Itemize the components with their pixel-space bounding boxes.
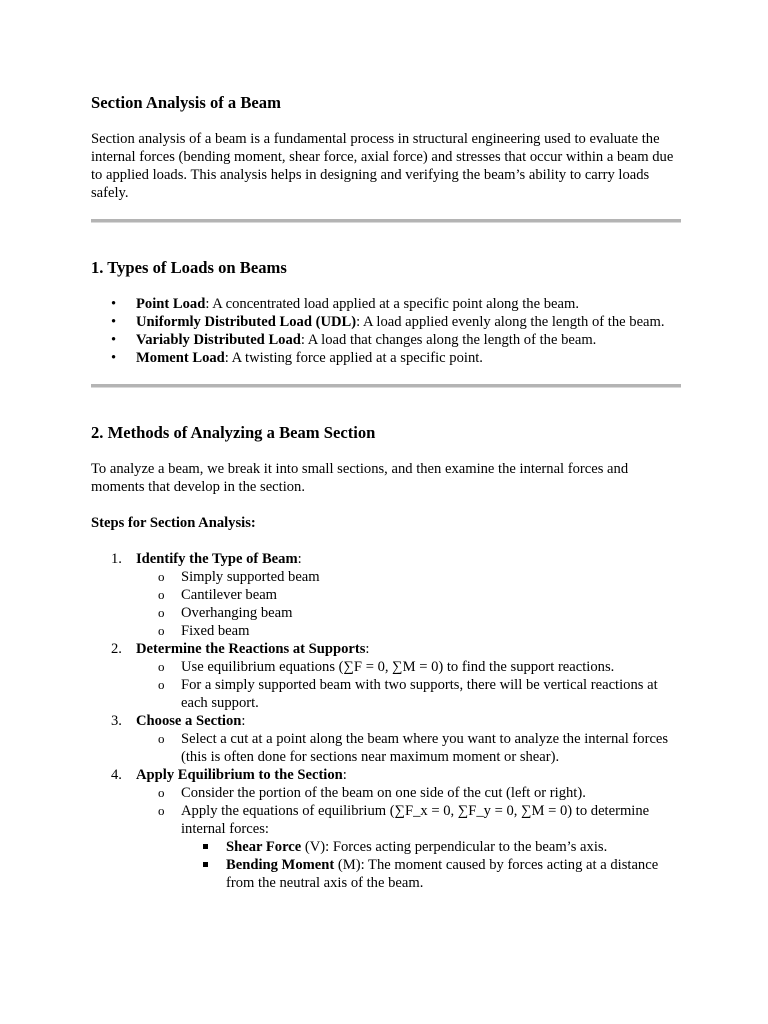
- sub-item-text: Use equilibrium equations (∑F = 0, ∑M = 0) to find the support reactions.: [181, 659, 615, 675]
- subsub-item-term: Shear Force: [226, 839, 302, 855]
- load-types-list: [91, 295, 681, 367]
- subsub-item-term: Bending Moment: [226, 857, 335, 873]
- sub-item-text: Apply the equations of equilibrium (∑F_x = 0, ∑F_y = 0, ∑M = 0) to determine internal forces:: [181, 803, 650, 837]
- step-number: 3.: [111, 713, 122, 729]
- circle-bullet-icon: o: [158, 731, 165, 746]
- subsub-item-desc: (M): The moment caused by forces acting at a distance from the neutral axis of the beam.: [226, 857, 659, 891]
- step-term: Identify the Type of Beam: [136, 551, 298, 567]
- circle-bullet-icon: o: [158, 785, 165, 800]
- step-term: Determine the Reactions at Supports: [136, 641, 366, 657]
- intro-paragraph: Section analysis of a beam is a fundamental process in structural engineering used to evaluate the internal forces (bending moment, shear force, axial force) and stresses that occur within a beam due to applied loads. This analysis helps in designing and verifying the beam’s ability to carry loads safely.: [91, 131, 674, 201]
- circle-bullet-icon: o: [158, 677, 165, 692]
- sub-item-text: Overhanging beam: [181, 605, 293, 621]
- circle-bullet-icon: o: [158, 623, 165, 638]
- sub-item-text: Cantilever beam: [181, 587, 278, 603]
- list-item: [91, 349, 681, 367]
- sub-item: [136, 622, 681, 640]
- step-sublist: [136, 658, 681, 712]
- step-term: Apply Equilibrium to the Section: [136, 767, 343, 783]
- list-item-term: Uniformly Distributed Load (UDL): [136, 314, 357, 330]
- list-item: [91, 295, 681, 313]
- horizontal-rule: [91, 384, 681, 388]
- step-sublist: [136, 784, 681, 892]
- sub-item: [136, 730, 681, 766]
- list-item: [91, 331, 681, 349]
- step-suffix: :: [365, 641, 370, 657]
- list-item-term: Moment Load: [136, 350, 225, 366]
- step-sublist: [136, 568, 681, 640]
- circle-bullet-icon: o: [158, 587, 165, 602]
- step-number: 1.: [111, 551, 122, 567]
- step-item: [91, 550, 681, 640]
- list-item-term: Variably Distributed Load: [136, 332, 301, 348]
- step-number: 4.: [111, 767, 122, 783]
- sub-item: [136, 658, 681, 676]
- sub-item: [136, 568, 681, 586]
- sub-item: [136, 802, 681, 892]
- circle-bullet-icon: o: [158, 605, 165, 620]
- steps-heading: [91, 514, 681, 532]
- step-suffix: :: [342, 767, 347, 783]
- sub-item-text: Consider the portion of the beam on one side of the cut (left or right).: [181, 785, 586, 801]
- list-item-desc: : A concentrated load applied at a specific point along the beam.: [205, 296, 579, 312]
- sub-item-text: Select a cut at a point along the beam where you want to analyze the internal forces (this is often done for sections near maximum moment or shear).: [181, 731, 669, 765]
- step-item: [91, 712, 681, 766]
- steps-heading-text: Steps for Section Analysis:: [91, 515, 256, 531]
- circle-bullet-icon: o: [158, 659, 165, 674]
- step-item: [91, 640, 681, 712]
- bullet-icon: •: [111, 314, 117, 330]
- step-suffix: :: [241, 713, 246, 729]
- bullet-icon: •: [111, 350, 117, 366]
- subsub-item: [181, 856, 681, 892]
- step-suffix: :: [297, 551, 302, 567]
- bullet-icon: •: [111, 296, 117, 312]
- step-term: Choose a Section: [136, 713, 242, 729]
- sub-item: [136, 604, 681, 622]
- sub-item: [136, 676, 681, 712]
- square-bullet-icon: [203, 862, 208, 867]
- list-item-desc: : A load applied evenly along the length of the beam.: [356, 314, 665, 330]
- document-content: [91, 93, 681, 892]
- list-item: [91, 313, 681, 331]
- sub-item: [136, 586, 681, 604]
- sub-item: [136, 784, 681, 802]
- section1-title: 1. Types of Loads on Beams: [91, 258, 287, 277]
- sub-item-text: Fixed beam: [181, 623, 250, 639]
- subsub-item: [181, 838, 681, 856]
- list-item-desc: : A load that changes along the length of the beam.: [300, 332, 597, 348]
- subsub-item-desc: (V): Forces acting perpendicular to the beam’s axis.: [301, 839, 608, 855]
- document-title: Section Analysis of a Beam: [91, 93, 281, 112]
- steps-list: [91, 550, 681, 892]
- circle-bullet-icon: o: [158, 803, 165, 818]
- circle-bullet-icon: o: [158, 569, 165, 584]
- list-item-desc: : A twisting force applied at a specific point.: [224, 350, 483, 366]
- section2-paragraph: To analyze a beam, we break it into small sections, and then examine the internal forces and moments that develop in the section.: [91, 461, 629, 495]
- bullet-icon: •: [111, 332, 117, 348]
- step-number: 2.: [111, 641, 122, 657]
- section2-title: 2. Methods of Analyzing a Beam Section: [91, 423, 376, 442]
- step-item: [91, 766, 681, 892]
- step-sublist: [136, 730, 681, 766]
- square-bullet-icon: [203, 844, 208, 849]
- sub-item-text: For a simply supported beam with two supports, there will be vertical reactions at each support.: [181, 677, 658, 711]
- sub-item-text: Simply supported beam: [181, 569, 320, 585]
- force-types-list: [181, 838, 681, 892]
- list-item-term: Point Load: [136, 296, 206, 312]
- horizontal-rule: [91, 219, 681, 223]
